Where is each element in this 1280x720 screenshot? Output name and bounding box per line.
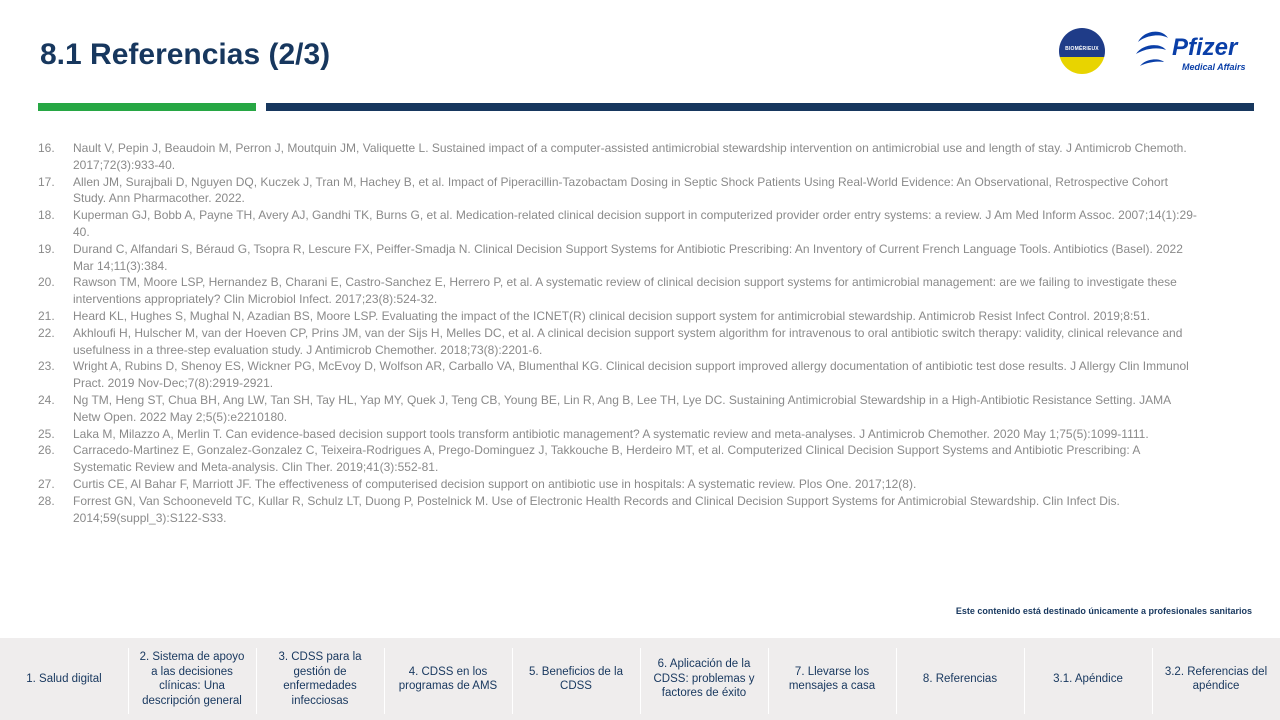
- accent-bar-green: [38, 103, 256, 111]
- reference-list: [38, 140, 1198, 526]
- reference-item: 16. Nault V, Pepin J, Beaudoin M, Perron J, Moutquin JM, Valiquette L. Sustained impact of a computer-assisted antimicrobial stewardship intervention on antimicrobial use and length of stay. J Antimicrob Chemoth. 2017;72(3):933-40.: [38, 141, 1187, 172]
- reference-item: 20. Rawson TM, Moore LSP, Hernandez B, Charani E, Castro-Sanchez E, Herrero P, et al. A systematic review of clinical decision support systems for antimicrobial management: are we failing to investigate these interventions appropriately? Clin Microbiol Infect. 2017;23(8):524-32.: [38, 275, 1177, 307]
- nav-item-sistema-apoyo[interactable]: 2. Sistema de apoyo a las decisiones clínicas: Una descripción general: [128, 638, 256, 720]
- section-nav: [0, 638, 1280, 720]
- nav-item-referencias[interactable]: 8. Referencias: [896, 638, 1024, 720]
- reference-item: 17. Allen JM, Surajbali D, Nguyen DQ, Kuczek J, Tran M, Hachey B, et al. Impact of Piperacillin-Tazobactam Dosing in Septic Shock Patients Using Real-World Evidence: An Observational, Retrospective Cohort Study. Ann Pharmacother. 2022.: [38, 174, 1168, 206]
- reference-item: 23. Wright A, Rubins D, Shenoy ES, Wickner PG, McEvoy D, Wolfson AR, Carballo VA, Blumenthal KG. Clinical decision support improved allergy documentation of antibiotic test dose results. J Allergy Clin Immunol Pract. 2019 Nov-Dec;7(8):2919-2921.: [38, 359, 1189, 391]
- reference-item: 21. Heard KL, Hughes S, Mughal N, Azadian BS, Moore LSP. Evaluating the impact of the ICNET(R) clinical decision support system for antimicrobial stewardship. Antimicrob Resist Infect Control. 2019;8:51.: [38, 308, 1150, 323]
- nav-item-referencias-apendice[interactable]: 3.2. Referencias del apéndice: [1152, 638, 1280, 720]
- reference-item: 22. Akhloufi H, Hulscher M, van der Hoeven CP, Prins JM, van der Sijs H, Melles DC, et al. A clinical decision support system algorithm for intravenous to oral antibiotic switch therapy: validity, clinical relevance and usefulness in a three-step evaluation study. J Antimicrob Chemother. 2018;73(8):2201-6.: [38, 325, 1183, 357]
- pfizer-logo: Pfizer Medical Affairs: [1132, 28, 1257, 76]
- biomerieux-logo: BIOMÉRIEUX: [1059, 28, 1105, 74]
- nav-item-apendice[interactable]: 3.1. Apéndice: [1024, 638, 1152, 720]
- nav-item-salud-digital[interactable]: 1. Salud digital: [26, 672, 102, 685]
- reference-item: 28. Forrest GN, Van Schooneveld TC, Kullar R, Schulz LT, Duong P, Postelnick M. Use of Electronic Health Records and Clinical Decision Support Systems for Antimicrobial Stewardship. Clin Infect Dis. 2014;59(suppl_3):S122-S33.: [38, 493, 1120, 525]
- nav-item-cdss-ams[interactable]: 4. CDSS en los programas de AMS: [384, 638, 512, 720]
- nav-item-mensajes[interactable]: 7. Llevarse los mensajes a casa: [768, 638, 896, 720]
- accent-bar-blue: [266, 103, 1254, 111]
- disclaimer-text: Este contenido está destinado únicamente a profesionales sanitarios: [955, 606, 1252, 616]
- reference-item: 19. Durand C, Alfandari S, Béraud G, Tsopra R, Lescure FX, Peiffer-Smadja N. Clinical Decision Support Systems for Antibiotic Prescribing: An Inventory of Current French Language Tools. Antibiotics (Basel). 2022 Mar 14;11(3):384.: [38, 241, 1183, 273]
- pfizer-swoosh-icon: [1132, 28, 1172, 72]
- reference-item: 27. Curtis CE, Al Bahar F, Marriott JF. The effectiveness of computerised decision support on antibiotic use in hospitals: A systematic review. Plos One. 2017;12(8).: [38, 476, 917, 491]
- reference-item: 25. Laka M, Milazzo A, Merlin T. Can evidence-based decision support tools transform antibiotic management? A systematic review and meta-analyses. J Antimicrob Chemother. 2020 May 1;75(5):1099-1111.: [38, 426, 1149, 441]
- reference-item: 26. Carracedo-Martinez E, Gonzalez-Gonzalez C, Teixeira-Rodrigues A, Prego-Dominguez J, Takkouche B, Herdeiro MT, et al. Computerized Clinical Decision Support Systems and Antibiotic Prescribing: A Systematic Review and Meta-analysis. Clin Ther. 2019;41(3):552-81.: [38, 443, 1140, 475]
- page-title: 8.1 Referencias (2/3): [40, 38, 331, 71]
- nav-item-beneficios[interactable]: 5. Beneficios de la CDSS: [512, 638, 640, 720]
- nav-item-aplicacion[interactable]: 6. Aplicación de la CDSS: problemas y factores de éxito: [640, 638, 768, 720]
- reference-item: 24. Ng TM, Heng ST, Chua BH, Ang LW, Tan SH, Tay HL, Yap MY, Quek J, Teng CB, Young BE, Lin R, Ang B, Lee TH, Lye DC. Sustaining Antimicrobial Stewardship in a High-Antibiotic Resistance Setting. JAMA Netw Open. 2022 May 2;5(5):e2210180.: [38, 392, 1171, 424]
- nav-item-cdss-enfermedades[interactable]: 3. CDSS para la gestión de enfermedades infecciosas: [256, 638, 384, 720]
- reference-item: 18. Kuperman GJ, Bobb A, Payne TH, Avery AJ, Gandhi TK, Burns G, et al. Medication-related clinical decision support in computerized provider order entry systems: a review. J Am Med Inform Assoc. 2007;14(1):29-40.: [38, 208, 1197, 239]
